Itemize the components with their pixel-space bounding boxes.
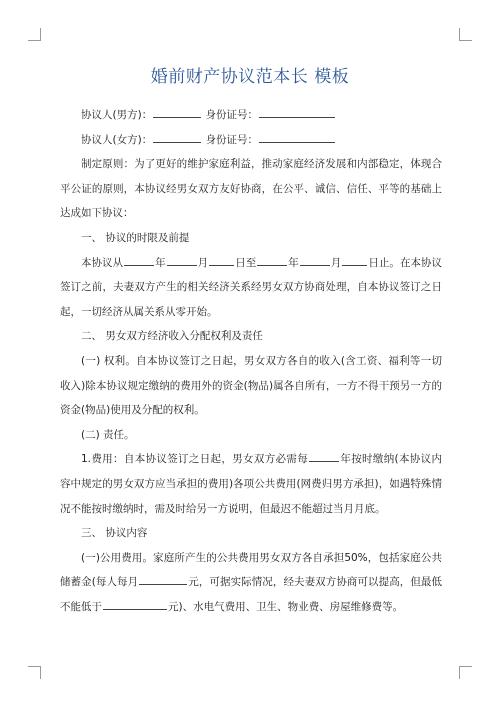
crop-mark-bottom-right: [459, 666, 472, 679]
party-female-id-label: 身份证号：: [205, 133, 259, 146]
start-month-blank: [167, 253, 197, 266]
start-day-blank: [209, 253, 234, 266]
sec1-text-a: 本协议从: [81, 256, 124, 269]
party-male-line: [60, 103, 442, 128]
party-male-label: 协议人(男方)：: [81, 109, 153, 121]
public-fee-paragraph: [60, 546, 442, 620]
sec1-text-f: 月: [330, 256, 342, 269]
sec1-text-e: 年: [288, 256, 299, 269]
party-female-line: [60, 128, 442, 153]
monthly-savings-blank: [139, 572, 187, 585]
public-text-c: 元)、水电气费用、卫生、物业费、房屋维修费等。: [168, 600, 404, 613]
crop-mark-top-left: [28, 28, 41, 41]
crop-mark-bottom-left: [28, 666, 41, 679]
sec1-text-d: 日至: [235, 256, 257, 269]
party-male-id-label: 身份证号：: [205, 109, 259, 121]
public-text-a: (一)公用费用。家庭所产生的公共费用男女双方各自承担50%，包括家庭公共储蓄金(每人每月: [60, 551, 442, 589]
end-day-blank: [342, 253, 367, 266]
principle-paragraph: 制定原则：为了更好的维护家庭利益，推动家庭经济发展和内部稳定，体现合平公证的原则，本协议经男女双方友好协商，在公平、诚信、信任、平等的基础上达成如下协议：: [60, 158, 442, 220]
sec1-text-c: 月: [197, 256, 209, 269]
document-body: [60, 103, 442, 619]
fee-period-blank: [309, 449, 339, 462]
end-month-blank: [300, 253, 330, 266]
party-female-name-blank: [153, 130, 201, 143]
document-title: 婚前财产协议范本长 模板: [150, 67, 350, 87]
crop-mark-top-right: [459, 28, 472, 41]
section-1-paragraph: [60, 251, 442, 325]
party-male-id-blank: [259, 105, 335, 118]
duty-heading: (二) 责任。: [81, 428, 135, 441]
minimum-amount-blank: [103, 597, 167, 610]
party-male-name-blank: [153, 105, 201, 118]
section-2-heading: 二、 男女双方经济收入分配权利及责任: [81, 330, 263, 343]
fee-text-a: 1.费用：自本协议签订之日起，男女双方必需每: [81, 453, 309, 466]
party-female-label: 协议人(女方)：: [81, 133, 153, 146]
sec1-text-g: 日止。在本协议签订之前，夫妻双方产生的相关经济关系经男女双方协商处理，自本协议签订之日起，一切经济从属关系从零开始。: [60, 256, 443, 318]
rights-paragraph: (一) 权利。自本协议签订之日起，男女双方各自的收入(含工资、福利等一切收入)除本协议规定缴纳的费用外的资金(物品)属各自所有，一方不得干预另一方的资金(物品)使用及分配的权利。: [60, 354, 442, 417]
fee-paragraph: [60, 447, 442, 521]
end-year-blank: [257, 253, 287, 266]
sec1-text-b: 年: [155, 256, 166, 269]
party-female-id-blank: [259, 130, 335, 143]
fee-text-b: 年按时缴纳(本协议内容中规定的男女双方应当承担的费用)各项公共费用(网费归男方承担)，如遇特殊情况不能按时缴纳时，需及时给另一方说明，但最迟不能超过当月月底。: [60, 453, 442, 515]
section-3-heading: 三、 协议内容: [81, 527, 148, 540]
public-text-b: 元，可据实际情况，经夫妻双方协商可以提高，但最低不能低于: [60, 576, 442, 613]
section-1-heading: 一、 协议的时限及前提: [81, 231, 190, 244]
start-year-blank: [124, 253, 154, 266]
